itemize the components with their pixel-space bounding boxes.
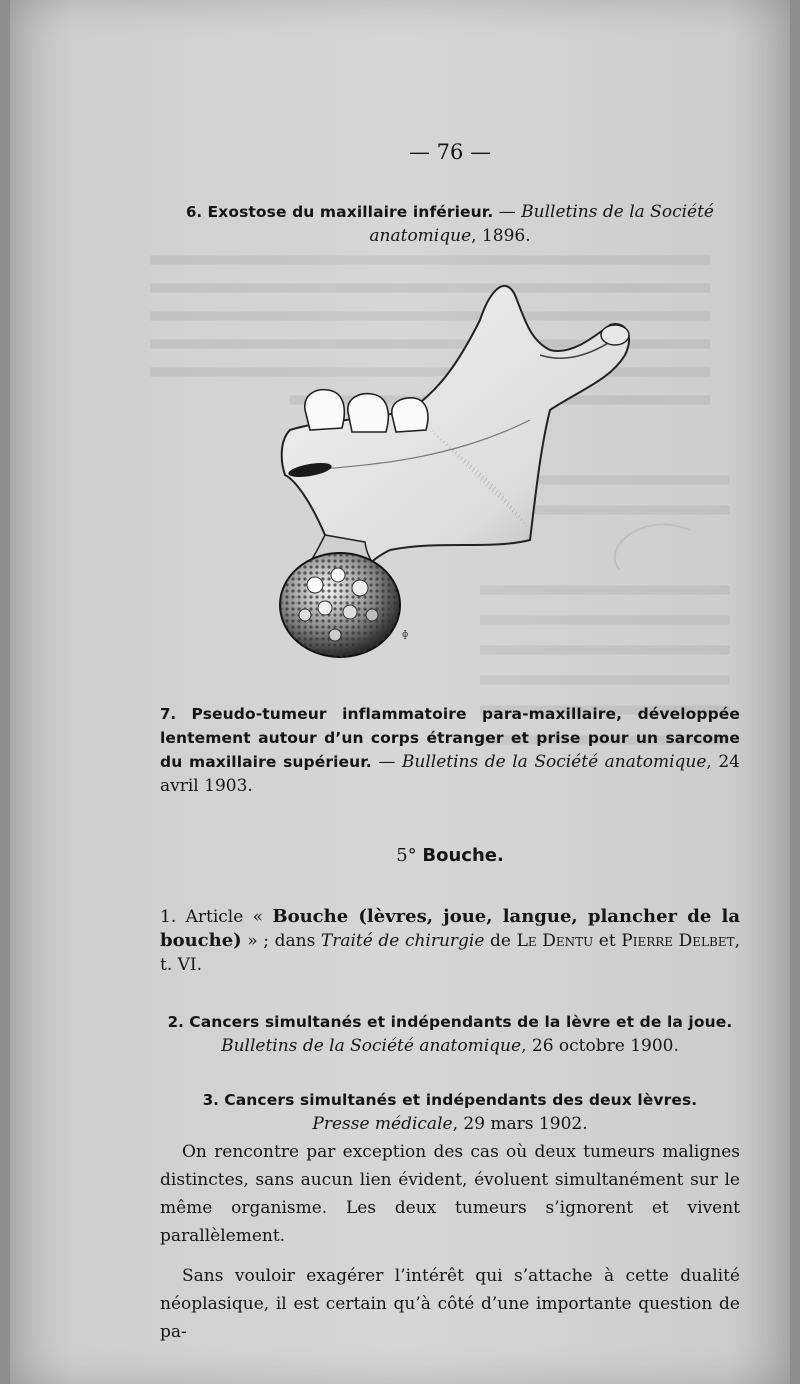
entry-number: 6. bbox=[186, 203, 203, 221]
entry-date: , 24 avril 1903. bbox=[160, 752, 740, 796]
section-title: Bouche. bbox=[422, 845, 504, 866]
bibliography-entry-3 bbox=[160, 1088, 740, 1136]
entry-title: Cancers simultanés et indépendants de la lèvre et de la joue. bbox=[189, 1013, 733, 1031]
entry-title: Cancers simultanés et indépendants des deux lèvres. bbox=[224, 1091, 698, 1109]
entry-source: Presse médicale bbox=[312, 1114, 453, 1134]
entry-number: 1. bbox=[160, 907, 177, 927]
entry-source: Bulletins de la Société anatomique bbox=[401, 752, 707, 772]
bibliography-entry-6 bbox=[160, 200, 740, 248]
tooth-2 bbox=[348, 394, 389, 432]
entry-year: , 1896. bbox=[471, 226, 531, 246]
entry-connector: de bbox=[484, 931, 517, 951]
author-le-dentu: Le Dentu bbox=[516, 931, 594, 951]
entry-dash: — bbox=[371, 752, 402, 772]
page bbox=[10, 0, 790, 1384]
bibliography-entry-2 bbox=[160, 1010, 740, 1058]
mandible-exostosis-figure bbox=[110, 270, 650, 670]
entry-title: Exostose du maxillaire inférieur. bbox=[207, 203, 494, 221]
body-paragraph-1: On rencontre par exception des cas où deux tumeurs malignes distinctes, sans aucun lien évident, évoluent simultanément sur le même organisme. Les deux tumeurs s’ignorent et vivent parallèlement. bbox=[160, 1142, 740, 1246]
entry-source: Bulletins de la Société anatomique bbox=[221, 1036, 522, 1056]
entry-date: , 29 mars 1902. bbox=[452, 1114, 588, 1134]
entry-date: , 26 octobre 1900. bbox=[521, 1036, 679, 1056]
entry-and: et bbox=[593, 931, 622, 951]
engraver-mark: ɸ bbox=[402, 630, 409, 640]
tooth-1 bbox=[305, 390, 345, 430]
entry-suffix: » ; dans bbox=[241, 931, 321, 951]
section-number: 5° bbox=[396, 845, 417, 866]
entry-volume: , t. VI. bbox=[160, 931, 741, 975]
entry-title: Bouche (lèvres, joue, langue, plancher de la bouche) bbox=[160, 906, 740, 951]
entry-prefix: Article « bbox=[185, 907, 273, 927]
entry-source: Traité de chirurgie bbox=[320, 931, 485, 951]
bibliography-entry-7 bbox=[160, 702, 740, 798]
entry-dash: — bbox=[493, 202, 522, 222]
exostosis-mass bbox=[280, 553, 400, 657]
teeth bbox=[305, 390, 428, 432]
page-number: — 76 — bbox=[408, 140, 492, 164]
bibliography-entry-1 bbox=[160, 905, 740, 977]
entry-source: Bulletins de la Société bbox=[521, 202, 714, 222]
entry-number: 3. bbox=[202, 1091, 219, 1109]
entry-number: 2. bbox=[167, 1013, 184, 1031]
section-heading bbox=[160, 845, 740, 866]
tooth-3 bbox=[392, 398, 428, 432]
author-pierre-delbet: Pierre Delbet bbox=[621, 931, 735, 951]
entry-number: 7. bbox=[160, 705, 177, 723]
condyle bbox=[601, 325, 629, 345]
entry-source-cont: anatomique bbox=[369, 226, 472, 246]
entry-title: Pseudo-tumeur inflammatoire para-maxillaire, développée lentement autour d’un corps étranger et prise pour un sarcome du maxillaire supérieur. bbox=[160, 705, 740, 771]
body-paragraph-2: Sans vouloir exagérer l’intérêt qui s’attache à cette dualité néoplasique, il est certain qu’à côté d’une importante question de pa- bbox=[160, 1266, 740, 1342]
